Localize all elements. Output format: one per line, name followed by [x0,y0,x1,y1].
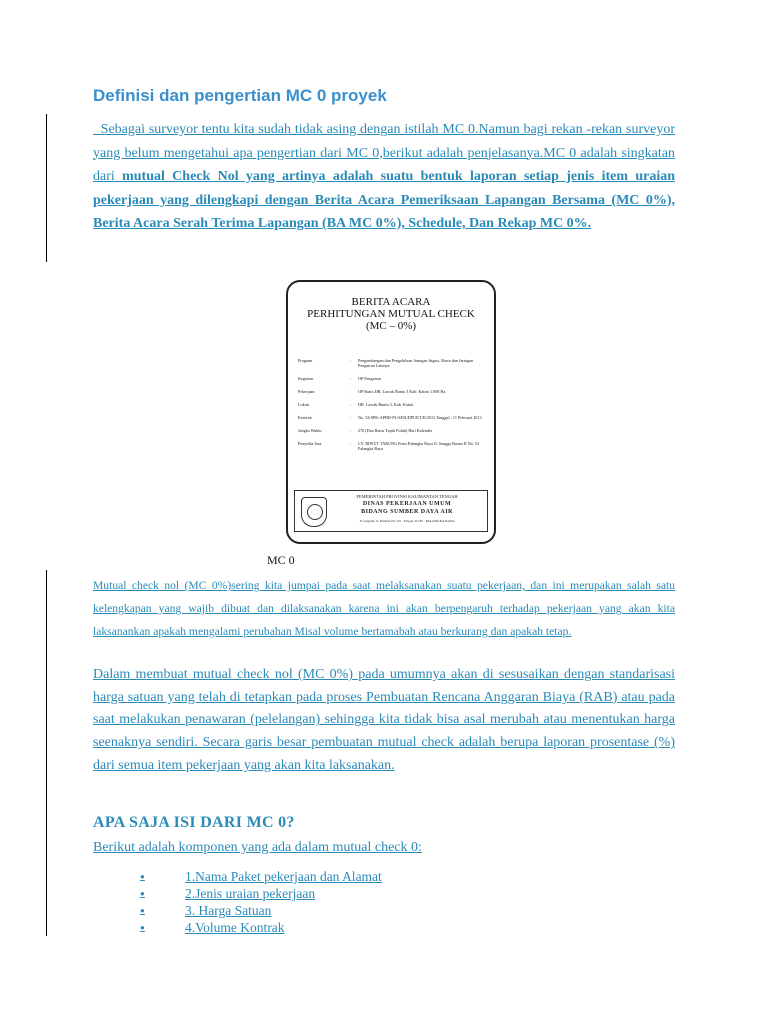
bullet-icon: ● [140,923,145,932]
list-item[interactable]: ● 1.Nama Paket pekerjaan dan Alamat [140,869,382,884]
field-row: Kegiatan : OP Pengairan [298,376,381,381]
emblem-icon [301,497,327,527]
bullet-icon: ● [140,889,145,898]
document-title-line3: (MC – 0%) [365,320,417,332]
institution-line1: PEMERINTAH PROVINSI KALIMANTAN TENGAH [356,494,458,499]
document-title [288,296,494,332]
intro-bold-text: mutual Check Nol yang artinya adalah suatu bentuk laporan setiap jenis item uraian pekerjaan yang dilengkapi dengan Berita Acara Pemeriksaan Lapangan Bersama (MC 0%), Berita Acara Serah Terima Lapangan (BA MC 0%), Schedule, Dan Rekap MC 0%. [93,169,675,231]
list-item[interactable]: ● 2.Jenis uraian pekerjaan [140,886,316,901]
mc0-document-image [278,272,504,550]
document-frame [286,280,496,544]
article-title: Definisi dan pengertian MC 0 proyek [93,86,387,105]
figure-caption: MC 0 [267,553,295,567]
field-row: Program : Pengembangan dan Pengelolaan Jaringan Irigasi, Rawa dan Jaringan Pengairan Lainnya [298,358,474,368]
field-row: Kontrak : No. 52/SPK-APBD-PL/SDA/DPUKT/II/2013 Tanggal : 11 Pebruari 2013 [298,415,482,420]
document-fields [298,358,488,459]
intro-paragraph[interactable] [93,118,675,236]
bullet-icon: ● [140,906,145,915]
intro-normal-text: Sebagai surveyor tentu kita sudah tidak asing dengan istilah MC 0.Namun bagi rekan -rekan surveyor yang belum mengetahui apa pengertian dari MC 0,berikut adalah penjelasanya.MC 0 adalah singkatan dari [93,122,675,184]
institution-box [294,490,488,532]
left-margin-bar-bottom [46,570,47,936]
field-row: Jangka Waktu : 270 (Dua Ratus Tujuh Puluh) Hari Kalender [298,428,433,433]
list-intro[interactable]: Berikut adalah komponen yang ada dalam mutual check 0: [93,840,422,855]
list-item[interactable]: ● 4.Volume Kontrak [140,920,285,935]
institution-line3: BIDANG SUMBER DAYA AIR [361,509,453,515]
section-heading: APA SAJA ISI DARI MC 0? [93,814,295,831]
institution-line2: DINAS PEKERJAAN UMUM [362,501,452,507]
list-item[interactable]: ● 3. Harga Satuan [140,903,272,918]
paragraph-mutual-check[interactable]: Mutual check nol (MC 0%)sering kita jumpai pada saat melaksanakan suatu pekerjaan, dan ini merupakan salah satu kelengkapan yang wajib dibuat dan dilaksanakan karena ini akan berpengaruh terhadap pekerjaan yang akan kita laksanankan apakah mengalami perubahan Misal volume bertamabah atau berkurang dan apakah tetap. [93,579,675,638]
left-margin-bar-top [46,114,47,262]
bullet-icon: ● [140,872,145,881]
component-list [140,868,382,936]
document-title-line2: PERHITUNGAN MUTUAL CHECK [307,308,475,320]
document-title-line1: BERITA ACARA [351,296,431,308]
field-row: Penyedia Jasa : CV. RIWUT TARUNG Prust Palangka Raya Jl. Sangga Buana II No. 53 Palangka Raya [298,441,480,451]
field-row: Lokasi : DR. Lawak Buntu 3, Kab. Katini [298,402,414,407]
institution-line4: Jl. Letjend. S. Parman No. 63 · Telpon 21136 · PALANGKA RAYA [359,519,455,523]
paragraph-membuat-mc[interactable]: Dalam membuat mutual check nol (MC 0%) pada umumnya akan di sesusaikan dengan standarisasi harga satuan yang telah di tetapkan pada proses Pembuatan Rencana Anggaran Biaya (RAB) atau pada saat melakukan penawaran (pelelangan) sehingga kita tidak bisa asal merubah atau menentukan harga seenaknya sendiri. Secara garis besar pembuatan mutual check adalah berupa laporan prosentase (%) dari semua item pekerjaan yang akan kita laksanakan. [93,667,675,773]
field-row: Pekerjaan : OP Rutin DR. Lawak Buntu 3 Kab. Katini 1.000 Ha [298,389,446,394]
